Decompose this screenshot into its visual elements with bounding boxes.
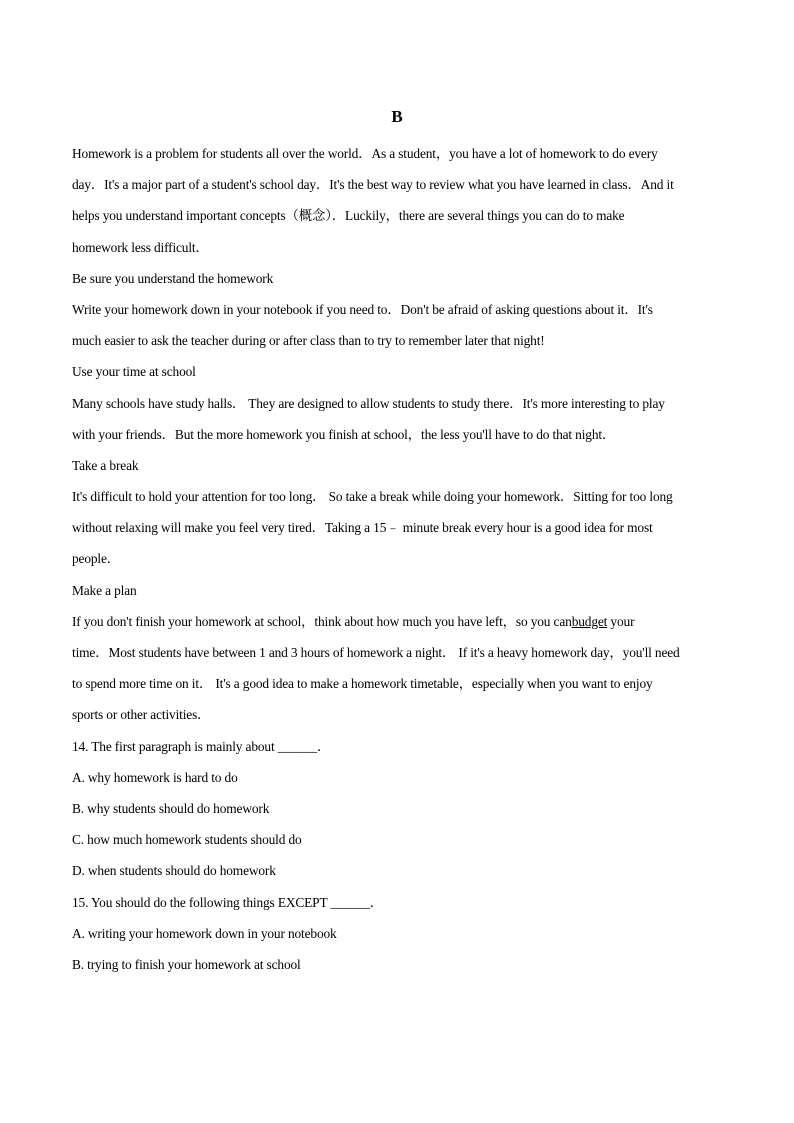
question-14-option-a: A. why homework is hard to do (72, 769, 238, 785)
paragraph-5-line-2: time．Most students have between 1 and 3 hours of homework a night． If it's a heavy homework day，you'll need (72, 645, 680, 660)
paragraph-1-line-2: day．It's a major part of a student's school day．It's the best way to review what you have learned in class．And it (72, 177, 674, 193)
question-14-option-d: D. when students should do homework (72, 863, 276, 879)
subheading-time-at-school: Use your time at school (72, 364, 196, 380)
question-14-option-b: B. why students should do homework (72, 800, 270, 816)
paragraph-4-line-1: It's difficult to hold your attention for too long． So take a break while doing your homework．Sitting for too long (72, 489, 673, 505)
paragraph-5-line-1-end: your (607, 613, 635, 629)
paragraph-3-line-1: Many schools have study halls． They are designed to allow students to study there．It's more interesting to play (72, 395, 665, 411)
paragraph-1-line-1: Homework is a problem for students all over the world．As a student，you have a lot of homework to do every (72, 146, 658, 161)
subheading-make-a-plan: Make a plan (72, 582, 137, 598)
paragraph-5-line-4: sports or other activities． (72, 707, 211, 723)
section-title: B (391, 107, 403, 126)
paragraph-1-line-4: homework less difficult． (72, 239, 209, 255)
paragraph-2-line-1: Write your homework down in your notebook if you need to．Don't be afraid of asking questions about it．It's (72, 301, 653, 317)
question-14-stem: 14. The first paragraph is mainly about ______． (72, 738, 331, 754)
paragraph-1-line-3: helps you understand important concepts（概念）．Luckily，there are several things you can do to make (72, 208, 625, 224)
paragraph-5-line-3: to spend more time on it． It's a good idea to make a homework timetable，especially when you want to enjoy (72, 676, 653, 692)
subheading-take-a-break: Take a break (72, 457, 139, 473)
paragraph-2-line-2: much easier to ask the teacher during or after class than to try to remember later that night! (72, 333, 545, 349)
paragraph-4-line-2: without relaxing will make you feel very tired．Taking a 15﹣ minute break every hour is a good idea for most (72, 520, 653, 536)
passage-body (72, 138, 728, 980)
question-15-stem: 15. You should do the following things EXCEPT ______． (72, 894, 383, 910)
paragraph-3-line-2: with your friends．But the more homework you finish at school，the less you'll have to do that night． (72, 426, 616, 442)
underlined-word-budget: budget (571, 613, 608, 629)
paragraph-5-line-1 (72, 606, 728, 637)
subheading-understand: Be sure you understand the homework (72, 270, 274, 286)
paragraph-4-line-3: people． (72, 551, 121, 567)
question-14-option-c: C. how much homework students should do (72, 832, 302, 848)
question-15-option-a: A. writing your homework down in your notebook (72, 925, 337, 941)
question-15-option-b: B. trying to finish your homework at school (72, 956, 301, 972)
paragraph-5-line-1-start: If you don't finish your homework at school，think about how much you have left，so you can (72, 613, 572, 629)
